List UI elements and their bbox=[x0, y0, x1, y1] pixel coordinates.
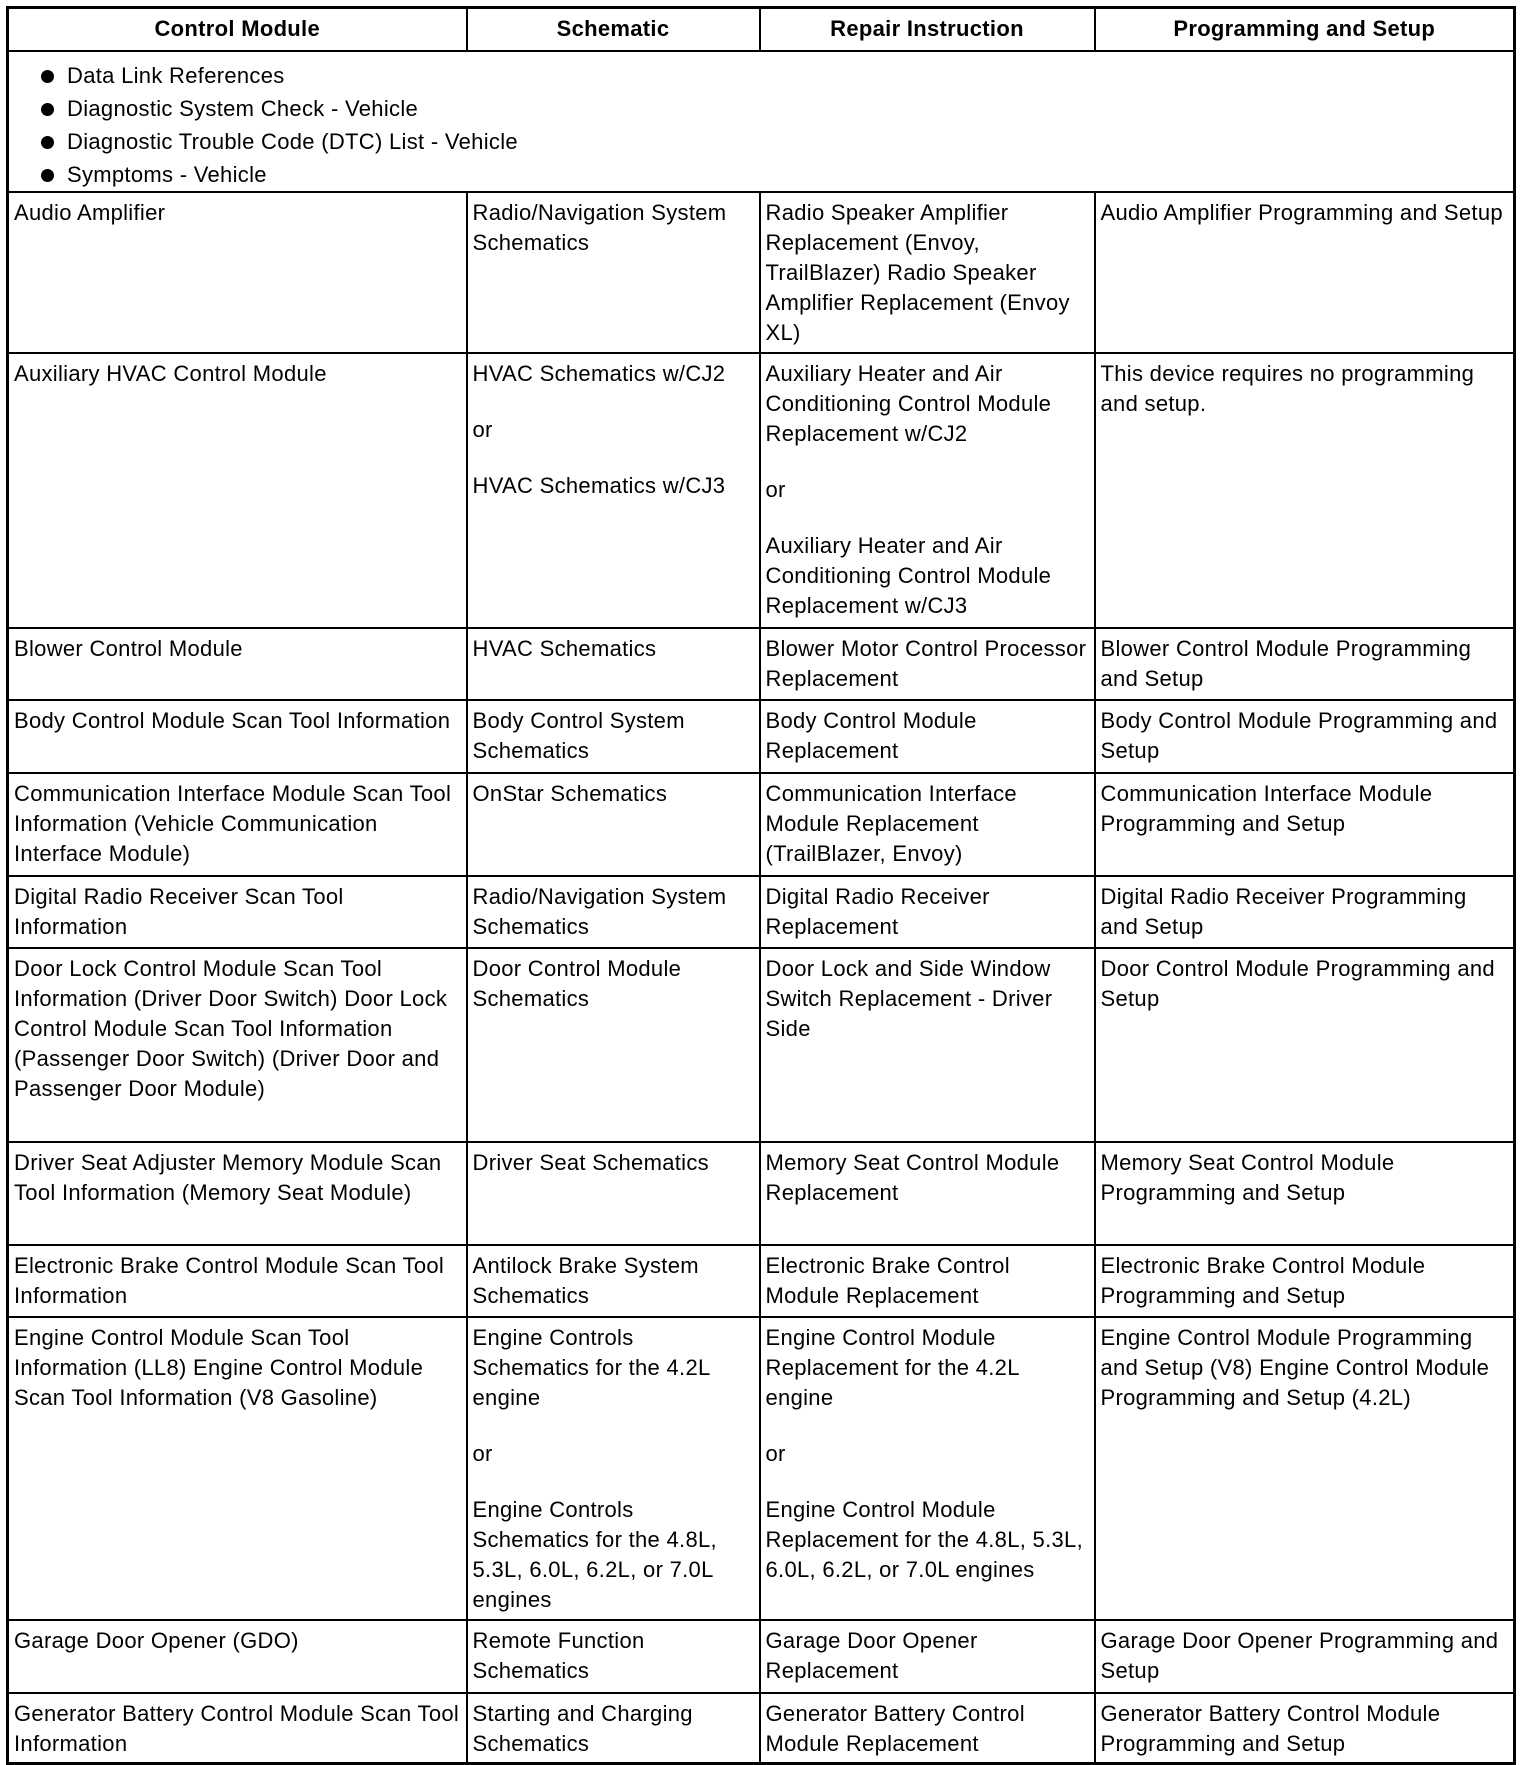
programming-cell bbox=[1095, 1142, 1515, 1245]
repair-instruction-cell-link[interactable]: Garage Door Opener Replacement bbox=[765, 1628, 978, 1683]
schematic-cell-link[interactable]: Starting and Charging Schematics bbox=[472, 1701, 693, 1756]
programming-cell bbox=[1095, 773, 1515, 876]
control-module-cell-text[interactable]: Garage Door Opener (GDO) bbox=[14, 1628, 299, 1653]
programming-cell-text[interactable]: Body Control Module Programming and Setup bbox=[1100, 708, 1498, 763]
schematic-cell bbox=[467, 628, 760, 700]
schematic-cell-link[interactable]: Radio/Navigation System Schematics bbox=[472, 884, 727, 939]
repair-instruction-cell-link[interactable]: Body Control Module Replacement bbox=[765, 708, 977, 763]
schematic-cell bbox=[467, 353, 760, 628]
control-module-cell bbox=[8, 876, 467, 948]
programming-cell-text[interactable]: Digital Radio Receiver Programming and Setup bbox=[1100, 884, 1467, 939]
control-module-cell-text[interactable]: Generator Battery Control Module Scan Tool Information bbox=[14, 1701, 460, 1756]
or-separator: or bbox=[765, 1441, 786, 1466]
schematic-cell bbox=[467, 876, 760, 948]
repair-instruction-cell-link[interactable]: Blower Motor Control Processor Replacement bbox=[765, 636, 1087, 691]
programming-cell-text[interactable]: Garage Door Opener Programming and Setup bbox=[1100, 1628, 1499, 1683]
control-module-cell bbox=[8, 192, 467, 353]
programming-cell bbox=[1095, 948, 1515, 1142]
module-reference-table bbox=[6, 6, 1516, 1765]
table-row bbox=[8, 353, 1515, 628]
programming-cell bbox=[1095, 1317, 1515, 1620]
table-row bbox=[8, 700, 1515, 773]
schematic-cell bbox=[467, 192, 760, 353]
repair-instruction-cell bbox=[760, 948, 1095, 1142]
control-module-cell-text[interactable]: Communication Interface Module Scan Tool Information (Vehicle Communication Interface Module) bbox=[14, 781, 452, 866]
schematic-cell bbox=[467, 948, 760, 1142]
schematic-cell bbox=[467, 1693, 760, 1763]
programming-cell-text[interactable]: Generator Battery Control Module Programming and Setup bbox=[1100, 1701, 1441, 1756]
control-module-cell bbox=[8, 700, 467, 773]
control-module-cell bbox=[8, 1245, 467, 1317]
programming-cell bbox=[1095, 1620, 1515, 1693]
or-separator: or bbox=[472, 417, 493, 442]
programming-cell-text[interactable]: This device requires no programming and setup. bbox=[1100, 361, 1475, 416]
repair-instruction-cell bbox=[760, 1317, 1095, 1620]
schematic-cell-link[interactable]: Antilock Brake System Schematics bbox=[472, 1253, 699, 1308]
repair-instruction-cell bbox=[760, 1693, 1095, 1763]
control-module-cell bbox=[8, 1620, 467, 1693]
repair-instruction-cell-link[interactable]: Communication Interface Module Replacement (TrailBlazer, Envoy) bbox=[765, 781, 1017, 866]
programming-cell-text[interactable]: Engine Control Module Programming and Setup (V8) Engine Control Module Programming and Setup (4.2L) bbox=[1100, 1325, 1490, 1410]
repair-instruction-cell bbox=[760, 1620, 1095, 1693]
control-module-cell-text[interactable]: Body Control Module Scan Tool Information bbox=[14, 708, 451, 733]
control-module-cell bbox=[8, 1142, 467, 1245]
table-row bbox=[8, 1245, 1515, 1317]
control-module-cell bbox=[8, 1693, 467, 1763]
control-module-cell bbox=[8, 773, 467, 876]
programming-cell-text[interactable]: Communication Interface Module Programming and Setup bbox=[1100, 781, 1433, 836]
programming-cell-text[interactable]: Memory Seat Control Module Programming and Setup bbox=[1100, 1150, 1395, 1205]
schematic-cell-link[interactable]: HVAC Schematics bbox=[472, 636, 657, 661]
control-module-cell-text[interactable]: Electronic Brake Control Module Scan Tool Information bbox=[14, 1253, 445, 1308]
reference-link[interactable]: Symptoms - Vehicle bbox=[37, 158, 1509, 191]
repair-instruction-cell-link[interactable]: Engine Control Module Replacement for the 4.2L engine bbox=[765, 1325, 1019, 1410]
control-module-cell-text[interactable]: Blower Control Module bbox=[14, 636, 243, 661]
schematic-cell-link[interactable]: HVAC Schematics w/CJ3 bbox=[472, 473, 726, 498]
control-module-cell bbox=[8, 1317, 467, 1620]
programming-cell-text[interactable]: Door Control Module Programming and Setup bbox=[1100, 956, 1495, 1011]
reference-link[interactable]: Diagnostic System Check - Vehicle bbox=[37, 92, 1509, 125]
table-row bbox=[8, 192, 1515, 353]
schematic-cell bbox=[467, 1245, 760, 1317]
programming-cell bbox=[1095, 1693, 1515, 1763]
schematic-cell bbox=[467, 773, 760, 876]
table-row bbox=[8, 1142, 1515, 1245]
control-module-cell-text[interactable]: Auxiliary HVAC Control Module bbox=[14, 361, 327, 386]
programming-cell bbox=[1095, 628, 1515, 700]
table-row bbox=[8, 628, 1515, 700]
control-module-cell-text[interactable]: Driver Seat Adjuster Memory Module Scan Tool Information (Memory Seat Module) bbox=[14, 1150, 442, 1205]
column-header: Schematic bbox=[467, 8, 760, 52]
schematic-cell bbox=[467, 700, 760, 773]
repair-instruction-cell bbox=[760, 876, 1095, 948]
repair-instruction-cell-link[interactable]: Engine Control Module Replacement for the 4.8L, 5.3L, 6.0L, 6.2L, or 7.0L engines bbox=[765, 1497, 1083, 1582]
or-separator: or bbox=[765, 477, 786, 502]
column-header: Programming and Setup bbox=[1095, 8, 1515, 52]
repair-instruction-cell-link[interactable]: Radio Speaker Amplifier Replacement (Envoy, TrailBlazer) Radio Speaker Amplifier Replacement (Envoy XL) bbox=[765, 200, 1070, 345]
programming-cell-text[interactable]: Blower Control Module Programming and Setup bbox=[1100, 636, 1472, 691]
repair-instruction-cell bbox=[760, 700, 1095, 773]
schematic-cell-link[interactable]: OnStar Schematics bbox=[472, 781, 668, 806]
repair-instruction-cell bbox=[760, 628, 1095, 700]
schematic-cell bbox=[467, 1317, 760, 1620]
schematic-cell-link[interactable]: Body Control System Schematics bbox=[472, 708, 685, 763]
repair-instruction-cell-link[interactable]: Auxiliary Heater and Air Conditioning Control Module Replacement w/CJ3 bbox=[765, 533, 1052, 618]
control-module-cell bbox=[8, 353, 467, 628]
repair-instruction-cell bbox=[760, 773, 1095, 876]
programming-cell bbox=[1095, 876, 1515, 948]
table-row bbox=[8, 876, 1515, 948]
programming-cell bbox=[1095, 192, 1515, 353]
schematic-cell-link[interactable]: HVAC Schematics w/CJ2 bbox=[472, 361, 726, 386]
schematic-cell-link[interactable]: Engine Controls Schematics for the 4.8L, 5.3L, 6.0L, 6.2L, or 7.0L engines bbox=[472, 1497, 717, 1612]
reference-link[interactable]: Diagnostic Trouble Code (DTC) List - Vehicle bbox=[37, 125, 1509, 158]
schematic-cell-link[interactable]: Driver Seat Schematics bbox=[472, 1150, 709, 1175]
repair-instruction-cell bbox=[760, 1245, 1095, 1317]
column-header: Control Module bbox=[8, 8, 467, 52]
control-module-cell-text[interactable]: Engine Control Module Scan Tool Information (LL8) Engine Control Module Scan Tool Information (V8 Gasoline) bbox=[14, 1325, 424, 1410]
schematic-cell-link[interactable]: Engine Controls Schematics for the 4.2L engine bbox=[472, 1325, 710, 1410]
table-row bbox=[8, 1693, 1515, 1763]
schematic-cell-link[interactable]: Door Control Module Schematics bbox=[472, 956, 682, 1011]
repair-instruction-cell bbox=[760, 192, 1095, 353]
control-module-cell-text[interactable]: Door Lock Control Module Scan Tool Information (Driver Door Switch) Door Lock Control Module Scan Tool Information (Passenger Door Switch) (Driver Door and Passenger Door Module) bbox=[14, 956, 448, 1101]
programming-cell bbox=[1095, 1245, 1515, 1317]
schematic-cell bbox=[467, 1142, 760, 1245]
programming-cell-text[interactable]: Electronic Brake Control Module Programming and Setup bbox=[1100, 1253, 1426, 1308]
or-separator: or bbox=[472, 1441, 493, 1466]
schematic-cell-link[interactable]: Radio/Navigation System Schematics bbox=[472, 200, 727, 255]
programming-cell bbox=[1095, 700, 1515, 773]
repair-instruction-cell bbox=[760, 1142, 1095, 1245]
schematic-cell-link[interactable]: Remote Function Schematics bbox=[472, 1628, 645, 1683]
repair-instruction-cell-link[interactable]: Auxiliary Heater and Air Conditioning Control Module Replacement w/CJ2 bbox=[765, 361, 1052, 446]
schematic-cell bbox=[467, 1620, 760, 1693]
repair-instruction-cell-link[interactable]: Generator Battery Control Module Replacement bbox=[765, 1701, 1025, 1756]
programming-cell-text[interactable]: Audio Amplifier Programming and Setup bbox=[1100, 200, 1503, 225]
table-row bbox=[8, 1620, 1515, 1693]
table-row bbox=[8, 948, 1515, 1142]
control-module-cell-text[interactable]: Audio Amplifier bbox=[14, 200, 166, 225]
general-references-cell bbox=[8, 51, 1515, 192]
table-row bbox=[8, 773, 1515, 876]
repair-instruction-cell bbox=[760, 353, 1095, 628]
repair-instruction-cell-link[interactable]: Digital Radio Receiver Replacement bbox=[765, 884, 990, 939]
reference-link[interactable]: Data Link References bbox=[37, 59, 1509, 92]
repair-instruction-cell-link[interactable]: Door Lock and Side Window Switch Replacement - Driver Side bbox=[765, 956, 1053, 1041]
repair-instruction-cell-link[interactable]: Memory Seat Control Module Replacement bbox=[765, 1150, 1060, 1205]
repair-instruction-cell-link[interactable]: Electronic Brake Control Module Replacement bbox=[765, 1253, 1010, 1308]
column-header: Repair Instruction bbox=[760, 8, 1095, 52]
control-module-cell-text[interactable]: Digital Radio Receiver Scan Tool Information bbox=[14, 884, 344, 939]
control-module-cell bbox=[8, 948, 467, 1142]
control-module-cell bbox=[8, 628, 467, 700]
programming-cell bbox=[1095, 353, 1515, 628]
table-row bbox=[8, 1317, 1515, 1620]
